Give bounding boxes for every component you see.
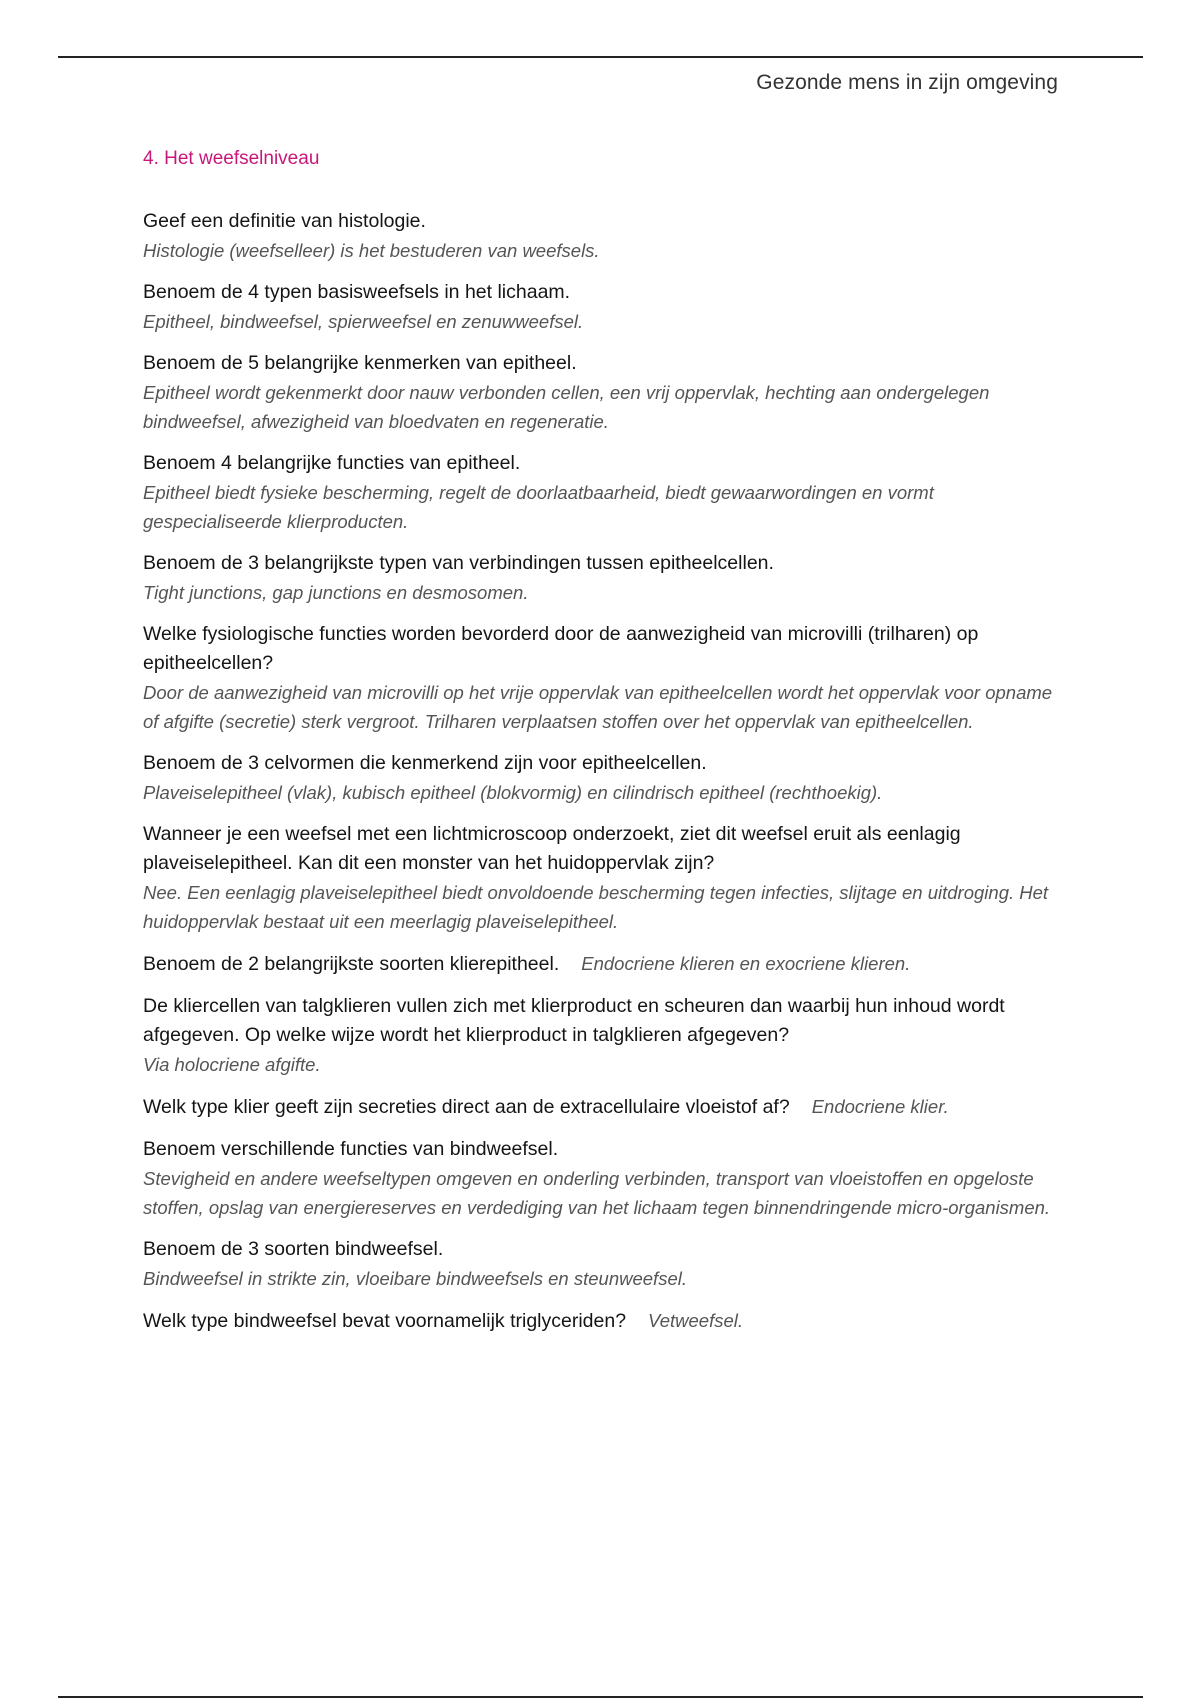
qa-item [143,278,1063,336]
question-text: Geef een definitie van histologie. [143,210,426,232]
answer-text: Epitheel, bindweefsel, spierweefsel en zenuwweefsel. [143,311,584,332]
answer-text: Endocriene klier. [811,1096,949,1117]
answer-text: Tight junctions, gap junctions en desmosomen. [143,582,529,603]
answer-text: Nee. Een eenlagig plaveiselepitheel biedt onvoldoende bescherming tegen infecties, slijtage en uitdroging. Het huidoppervlak bestaat uit een meerlagig plaveiselepitheel. [143,882,1049,932]
qa-item [143,749,1063,807]
question-text: Benoem verschillende functies van bindweefsel. [143,1138,559,1160]
header-rule [58,56,1143,58]
answer-text: Histologie (weefselleer) is het bestuderen van weefsels. [143,240,600,261]
qa-item [143,1092,1063,1122]
question-text: Benoem de 3 celvormen die kenmerkend zijn voor epitheelcellen. [143,752,707,774]
question-text: Benoem de 3 belangrijkste typen van verbindingen tussen epitheelcellen. [143,552,774,574]
answer-text: Door de aanwezigheid van microvilli op het vrije oppervlak van epitheelcellen wordt het oppervlak voor opname of afgifte (secretie) sterk vergroot. Trilharen verplaatsen stoffen over het oppervlak van epitheelcellen. [143,682,1053,732]
question-text: Welke fysiologische functies worden bevorderd door de aanwezigheid van microvilli (trilharen) op epitheelcellen? [143,623,979,674]
answer-text: Epitheel wordt gekenmerkt door nauw verbonden cellen, een vrij oppervlak, hechting aan ondergelegen bindweefsel, afwezigheid van bloedvaten en regeneratie. [143,382,990,432]
question-text: Wanneer je een weefsel met een lichtmicroscoop onderzoekt, ziet dit weefsel eruit als eenlagig plaveiselepitheel. Kan dit een monster van het huidoppervlak zijn? [143,823,961,874]
qa-item [143,1235,1063,1293]
page-content [143,146,1063,1349]
qa-item [143,1135,1063,1222]
answer-text: Endocriene klieren en exocriene klieren. [581,953,911,974]
answer-text: Stevigheid en andere weefseltypen omgeven en onderling verbinden, transport van vloeistoffen en opgeloste stoffen, opslag van energiereserves en verdediging van het lichaam tegen binnendringende micro-organismen. [143,1168,1051,1218]
qa-item [143,820,1063,936]
answer-text: Vetweefsel. [648,1310,743,1331]
qa-item [143,349,1063,436]
running-header: Gezonde mens in zijn omgeving [756,71,1058,94]
answer-text: Epitheel biedt fysieke bescherming, regelt de doorlaatbaarheid, biedt gewaarwordingen en vormt gespecialiseerde klierproducten. [143,482,934,532]
qa-item [143,207,1063,265]
footer-rule [58,1696,1143,1698]
question-text: Benoem de 4 typen basisweefsels in het lichaam. [143,281,571,303]
qa-item [143,992,1063,1079]
answer-text: Via holocriene afgifte. [143,1054,321,1075]
question-text: Benoem de 2 belangrijkste soorten klierepitheel. [143,953,560,975]
question-text: Benoem de 5 belangrijke kenmerken van epitheel. [143,352,577,374]
question-text: Benoem de 3 soorten bindweefsel. [143,1238,444,1260]
question-text: Welk type klier geeft zijn secreties direct aan de extracellulaire vloeistof af? [143,1096,790,1118]
question-text: Benoem 4 belangrijke functies van epitheel. [143,452,521,474]
qa-item [143,449,1063,536]
qa-item [143,620,1063,736]
qa-item [143,549,1063,607]
answer-text: Bindweefsel in strikte zin, vloeibare bindweefsels en steunweefsel. [143,1268,687,1289]
qa-item [143,949,1063,979]
section-title: 4. Het weefselniveau [143,148,320,169]
question-text: Welk type bindweefsel bevat voornamelijk triglyceriden? [143,1310,627,1332]
question-text: De kliercellen van talgklieren vullen zich met klierproduct en scheuren dan waarbij hun inhoud wordt afgegeven. Op welke wijze wordt het klierproduct in talgklieren afgegeven? [143,995,1005,1046]
qa-item [143,1306,1063,1336]
answer-text: Plaveiselepitheel (vlak), kubisch epitheel (blokvormig) en cilindrisch epitheel (rechthoekig). [143,782,883,803]
